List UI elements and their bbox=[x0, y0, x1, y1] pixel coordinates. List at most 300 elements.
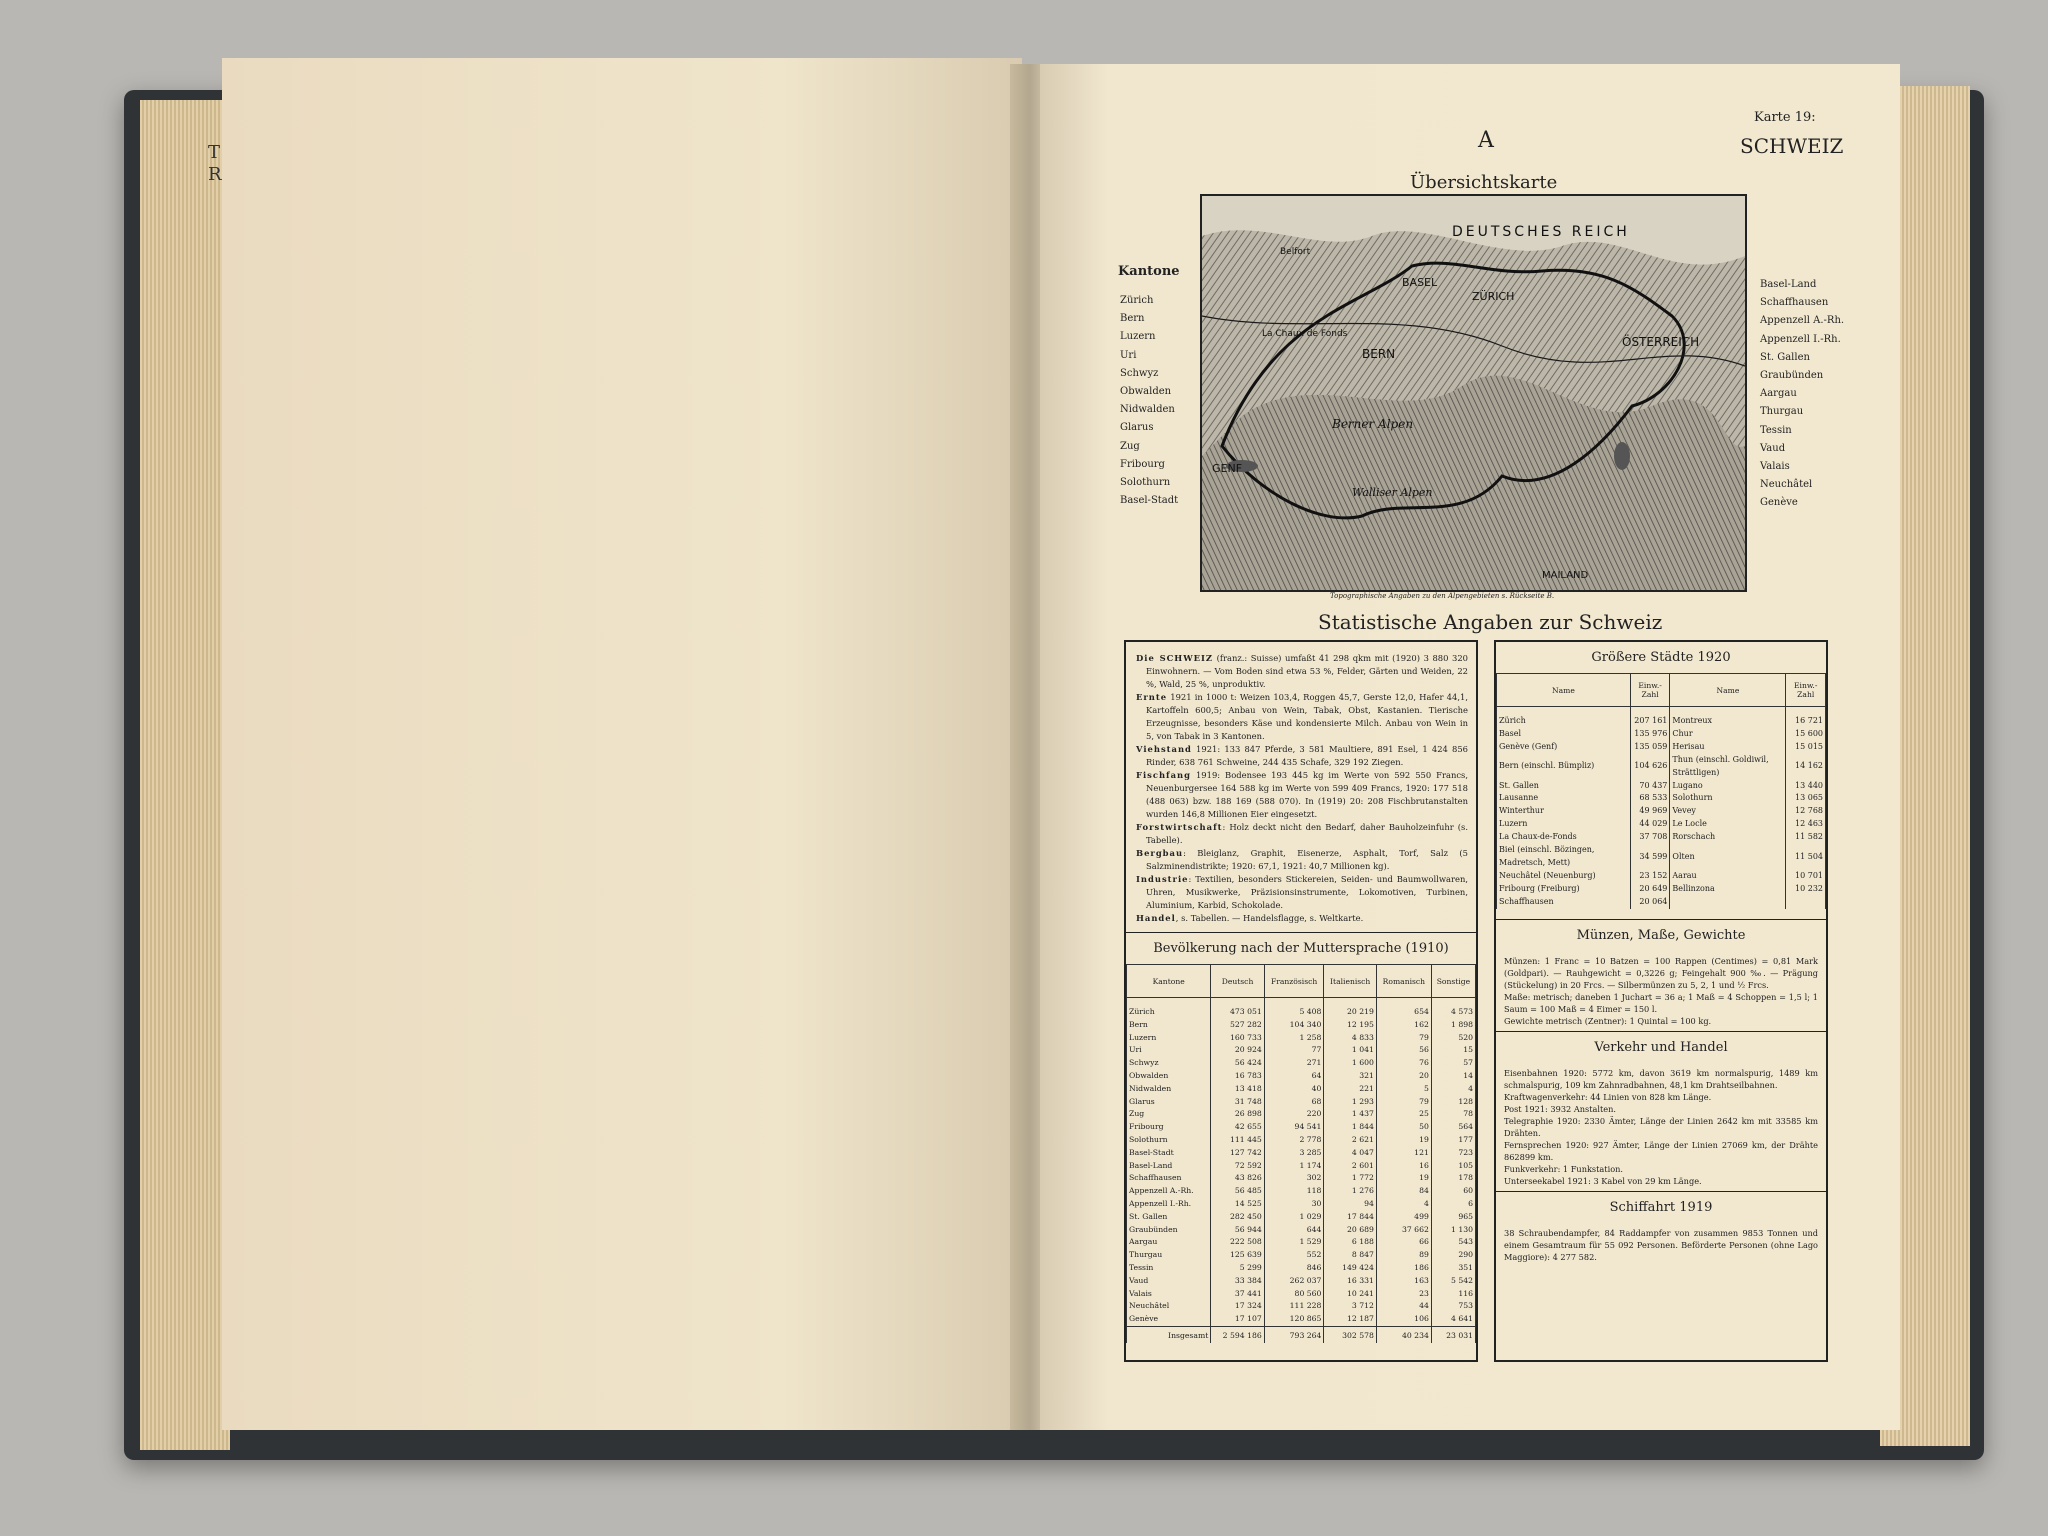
table-row bbox=[1497, 707, 1826, 728]
table-cell: 1 898 bbox=[1431, 1019, 1475, 1032]
table-cell: 70 437 bbox=[1630, 780, 1670, 793]
intro-paragraph: Fischfang 1919: Bodensee 193 445 kg im Werte von 592 550 Francs, Neuenburgersee 164 588 kg im Werte von 599 409 Francs, 1920: 177 518 (488 063) bzw. 188 169 (588 070). In (1919) 20: 208 Fischbrutanstalten wurden 146,8 Millionen Eier eingesetzt. bbox=[1136, 770, 1468, 819]
column-header: Name bbox=[1670, 674, 1786, 707]
table-row bbox=[1127, 1019, 1476, 1032]
table-cell: 1 529 bbox=[1264, 1236, 1324, 1249]
column-header: Sonstige bbox=[1431, 965, 1475, 998]
table-row bbox=[1127, 1057, 1476, 1070]
traffic-title: Verkehr und Handel bbox=[1594, 1039, 1728, 1055]
text-line: Telegraphie 1920: 2330 Ämter, Länge der Linien 2642 km mit 33585 km Drähten. bbox=[1504, 1115, 1818, 1138]
table-cell: 12 463 bbox=[1786, 818, 1826, 831]
table-cell: 221 bbox=[1324, 1083, 1376, 1096]
table-row bbox=[1497, 792, 1826, 805]
table-cell: 271 bbox=[1264, 1057, 1324, 1070]
table-row bbox=[1497, 741, 1826, 754]
table-cell: 16 783 bbox=[1211, 1070, 1264, 1083]
table-cell: Fribourg bbox=[1127, 1121, 1211, 1134]
intro-paragraph: Die SCHWEIZ (franz.: Suisse) umfaßt 41 298 qkm mit (1920) 3 880 320 Einwohnern. — Vom Boden sind etwa 53 %, Felder, Gärten und Weiden, 22 %, Wald, 25 %, unproduktiv. bbox=[1136, 653, 1468, 689]
table-cell: 37 708 bbox=[1630, 831, 1670, 844]
stats-title: Statistische Angaben zur Schweiz bbox=[1318, 610, 1663, 634]
map-label-4: BERN bbox=[1362, 347, 1396, 361]
table-cell: 25 bbox=[1376, 1108, 1431, 1121]
total-row bbox=[1127, 1326, 1476, 1342]
table-cell: 163 bbox=[1376, 1275, 1431, 1288]
table-cell: 290 bbox=[1431, 1249, 1475, 1262]
table-row bbox=[1127, 1211, 1476, 1224]
table-cell: La Chaux-de-Fonds bbox=[1497, 831, 1631, 844]
map-label-10: MAILAND bbox=[1542, 570, 1589, 581]
table-cell: 106 bbox=[1376, 1313, 1431, 1326]
kanton-item: Obwalden bbox=[1120, 386, 1172, 398]
table-cell: 654 bbox=[1376, 998, 1431, 1019]
table-cell: 104 340 bbox=[1264, 1019, 1324, 1032]
karte-label: Karte 19: bbox=[1754, 110, 1816, 125]
table-cell: 13 065 bbox=[1786, 792, 1826, 805]
table-cell: Basel-Land bbox=[1127, 1160, 1211, 1173]
table-cell: 50 bbox=[1376, 1121, 1431, 1134]
cities-table bbox=[1496, 673, 1826, 909]
kantone-title: Kantone bbox=[1118, 264, 1180, 279]
table-row bbox=[1127, 1313, 1476, 1326]
table-cell: Luzern bbox=[1497, 818, 1631, 831]
table-cell: 2 621 bbox=[1324, 1134, 1376, 1147]
shipping-text: 38 Schraubendampfer, 84 Raddampfer von zusammen 9853 Tonnen und einem Gesamtraum für 55 092 Personen. Beförderte Personen (ohne Lago Maggiore): 4 277 582. bbox=[1504, 1227, 1818, 1262]
table-cell: 1 600 bbox=[1324, 1057, 1376, 1070]
table-cell: 15 bbox=[1431, 1044, 1475, 1057]
column-header: Einw.-Zahl bbox=[1630, 674, 1670, 707]
table-cell: 207 161 bbox=[1630, 707, 1670, 728]
table-cell: Schwyz bbox=[1127, 1057, 1211, 1070]
country-heading: SCHWEIZ bbox=[1740, 134, 1844, 158]
table-row bbox=[1127, 998, 1476, 1019]
table-cell: Olten bbox=[1670, 844, 1786, 870]
kanton-item: Glarus bbox=[1120, 422, 1154, 434]
table-cell: Bern bbox=[1127, 1019, 1211, 1032]
map-label-7: GENF bbox=[1212, 462, 1243, 475]
table-cell: 351 bbox=[1431, 1262, 1475, 1275]
table-cell: 162 bbox=[1376, 1019, 1431, 1032]
table-row bbox=[1127, 1236, 1476, 1249]
table-cell: 6 bbox=[1431, 1198, 1475, 1211]
table-cell: 20 219 bbox=[1324, 998, 1376, 1019]
table-row bbox=[1497, 780, 1826, 793]
table-cell: 793 264 bbox=[1264, 1326, 1324, 1342]
kanton-item: Thurgau bbox=[1760, 406, 1804, 418]
table-cell: 15 015 bbox=[1786, 741, 1826, 754]
table-cell: 60 bbox=[1431, 1185, 1475, 1198]
table-cell: 10 232 bbox=[1786, 883, 1826, 896]
table-cell: Luzern bbox=[1127, 1032, 1211, 1045]
table-cell: 84 bbox=[1376, 1185, 1431, 1198]
table-cell: Insgesamt bbox=[1127, 1326, 1211, 1342]
table-cell: Schaffhausen bbox=[1497, 896, 1631, 909]
kanton-item: Vaud bbox=[1760, 442, 1786, 454]
table-cell: Lugano bbox=[1670, 780, 1786, 793]
intro-paragraph: Industrie: Textilien, besonders Stickereien, Seiden- und Baumwollwaren, Uhren, Musikwerke, Präzisionsinstrumente, Lokomotiven, Turbinen, Aluminium, Karbid, Schokolade. bbox=[1136, 874, 1468, 910]
table-cell: 12 195 bbox=[1324, 1019, 1376, 1032]
table-cell: 543 bbox=[1431, 1236, 1475, 1249]
table-cell: 1 174 bbox=[1264, 1160, 1324, 1173]
kanton-item: Neuchâtel bbox=[1760, 479, 1813, 491]
table-cell: 34 599 bbox=[1630, 844, 1670, 870]
table-cell: 160 733 bbox=[1211, 1032, 1264, 1045]
left-page-edges bbox=[140, 100, 230, 1450]
column-header: Romanisch bbox=[1376, 965, 1431, 998]
table-cell: 12 187 bbox=[1324, 1313, 1376, 1326]
map-label-2: BASEL bbox=[1402, 276, 1438, 289]
kanton-item: Schaffhausen bbox=[1760, 297, 1829, 309]
text-line: Gewichte metrisch (Zentner): 1 Quintal = 100 kg. bbox=[1504, 1015, 1712, 1026]
stats-left-box bbox=[1124, 640, 1478, 1362]
table-cell: 1 772 bbox=[1324, 1172, 1376, 1185]
table-cell: 31 748 bbox=[1211, 1096, 1264, 1109]
table-cell: 23 152 bbox=[1630, 870, 1670, 883]
map-label-6: ÖSTERREICH bbox=[1622, 335, 1700, 349]
table-cell: 121 bbox=[1376, 1147, 1431, 1160]
kanton-item: Zürich bbox=[1120, 295, 1154, 306]
table-cell: 37 662 bbox=[1376, 1224, 1431, 1237]
table-cell: 79 bbox=[1376, 1096, 1431, 1109]
table-cell: 56 944 bbox=[1211, 1224, 1264, 1237]
table-cell: 79 bbox=[1376, 1032, 1431, 1045]
table-cell: 149 424 bbox=[1324, 1262, 1376, 1275]
table-cell: 15 600 bbox=[1786, 728, 1826, 741]
table-cell: Schaffhausen bbox=[1127, 1172, 1211, 1185]
map-note: Topographische Angaben zu den Alpengebieten s. Rückseite B. bbox=[1330, 592, 1555, 600]
table-cell: Basel-Stadt bbox=[1127, 1147, 1211, 1160]
table-cell: 104 626 bbox=[1630, 754, 1670, 780]
table-row bbox=[1127, 1083, 1476, 1096]
table-row bbox=[1497, 728, 1826, 741]
table-cell: 116 bbox=[1431, 1288, 1475, 1301]
kanton-item: Tessin bbox=[1760, 424, 1792, 436]
table-cell: Winterthur bbox=[1497, 805, 1631, 818]
table-row bbox=[1127, 1108, 1476, 1121]
text-line: Post 1921: 3932 Anstalten. bbox=[1504, 1103, 1617, 1114]
table-cell: 44 029 bbox=[1630, 818, 1670, 831]
kanton-item: Schwyz bbox=[1120, 367, 1159, 379]
intro-paragraph: Ernte 1921 in 1000 t: Weizen 103,4, Roggen 45,7, Gerste 12,0, Hafer 44,1, Kartoffeln 600,5; Anbau von Wein, Tabak, Obst, Kastanien. Tierische Erzeugnisse, besonders Käse und kondensierte Milch. Anbau von Wein in 5, von Tabak in 3 Kantonen. bbox=[1136, 692, 1468, 741]
kanton-item: Basel-Stadt bbox=[1120, 495, 1179, 507]
table-cell bbox=[1786, 896, 1826, 909]
table-cell: 499 bbox=[1376, 1211, 1431, 1224]
table-cell: 4 641 bbox=[1431, 1313, 1475, 1326]
table-cell: 120 865 bbox=[1264, 1313, 1324, 1326]
table-cell: 2 601 bbox=[1324, 1160, 1376, 1173]
table-cell: Biel (einschl. Bözingen, Madretsch, Mett) bbox=[1497, 844, 1631, 870]
kanton-item: Bern bbox=[1120, 313, 1145, 325]
table-row bbox=[1497, 805, 1826, 818]
table-cell: Zürich bbox=[1497, 707, 1631, 728]
table-cell: Thurgau bbox=[1127, 1249, 1211, 1262]
text-line: Eisenbahnen 1920: 5772 km, davon 3619 km normalspurig, 1489 km schmalspurig, 109 km Zahnradbahnen, 48,1 km Drahtseilbahnen. bbox=[1504, 1067, 1818, 1090]
table-row bbox=[1497, 896, 1826, 909]
table-row bbox=[1497, 831, 1826, 844]
table-row bbox=[1127, 1198, 1476, 1211]
map-label-8: Berner Alpen bbox=[1332, 417, 1414, 431]
table-cell: 282 450 bbox=[1211, 1211, 1264, 1224]
table-cell: St. Gallen bbox=[1127, 1211, 1211, 1224]
table-cell: 262 037 bbox=[1264, 1275, 1324, 1288]
kantone-list-right bbox=[1760, 276, 1844, 513]
table-cell: 76 bbox=[1376, 1057, 1431, 1070]
table-cell: 16 bbox=[1376, 1160, 1431, 1173]
table-cell: Appenzell I.-Rh. bbox=[1127, 1198, 1211, 1211]
language-table-title: Bevölkerung nach der Muttersprache (1910) bbox=[1153, 941, 1449, 956]
table-cell: 4 bbox=[1431, 1083, 1475, 1096]
table-cell: Solothurn bbox=[1670, 792, 1786, 805]
table-cell: Vaud bbox=[1127, 1275, 1211, 1288]
table-cell: 8 847 bbox=[1324, 1249, 1376, 1262]
table-cell: 552 bbox=[1264, 1249, 1324, 1262]
table-cell: Zürich bbox=[1127, 998, 1211, 1019]
table-cell: 42 655 bbox=[1211, 1121, 1264, 1134]
text-line: Kraftwagenverkehr: 44 Linien von 828 km Länge. bbox=[1504, 1091, 1712, 1102]
table-cell bbox=[1670, 896, 1786, 909]
column-header: Französisch bbox=[1264, 965, 1324, 998]
table-cell: Solothurn bbox=[1127, 1134, 1211, 1147]
table-row bbox=[1497, 754, 1826, 780]
table-cell: 89 bbox=[1376, 1249, 1431, 1262]
table-cell: 1 130 bbox=[1431, 1224, 1475, 1237]
table-cell: 4 bbox=[1376, 1198, 1431, 1211]
text-line: Maße: metrisch; daneben 1 Juchart = 36 a; 1 Maß = 4 Schoppen = 1,5 l; 1 Saum = 100 Maß = 4 Eimer = 150 l. bbox=[1504, 991, 1818, 1014]
table-cell: 11 504 bbox=[1786, 844, 1826, 870]
table-cell: 10 701 bbox=[1786, 870, 1826, 883]
table-cell: 17 324 bbox=[1211, 1300, 1264, 1313]
table-cell: 5 542 bbox=[1431, 1275, 1475, 1288]
kanton-item: Luzern bbox=[1120, 331, 1156, 343]
table-cell: 64 bbox=[1264, 1070, 1324, 1083]
table-cell: 23 031 bbox=[1431, 1326, 1475, 1342]
table-cell: 135 059 bbox=[1630, 741, 1670, 754]
table-row bbox=[1127, 1262, 1476, 1275]
language-table bbox=[1126, 964, 1476, 1343]
table-cell: 527 282 bbox=[1211, 1019, 1264, 1032]
table-cell: Rorschach bbox=[1670, 831, 1786, 844]
kanton-item: Fribourg bbox=[1120, 458, 1165, 470]
map-letter: A bbox=[1478, 128, 1494, 153]
table-cell: 644 bbox=[1264, 1224, 1324, 1237]
table-row bbox=[1497, 818, 1826, 831]
table-cell: 40 234 bbox=[1376, 1326, 1431, 1342]
table-cell: 72 592 bbox=[1211, 1160, 1264, 1173]
table-cell: 40 bbox=[1264, 1083, 1324, 1096]
table-row bbox=[1127, 1121, 1476, 1134]
kanton-item: Zug bbox=[1120, 440, 1140, 452]
coins-title: Münzen, Maße, Gewichte bbox=[1576, 927, 1746, 943]
table-cell: 16 721 bbox=[1786, 707, 1826, 728]
table-cell: 11 582 bbox=[1786, 831, 1826, 844]
table-cell: Nidwalden bbox=[1127, 1083, 1211, 1096]
table-cell: 68 bbox=[1264, 1096, 1324, 1109]
table-cell: Montreux bbox=[1670, 707, 1786, 728]
table-cell: 20 bbox=[1376, 1070, 1431, 1083]
table-cell: 4 047 bbox=[1324, 1147, 1376, 1160]
text-line: Fernsprechen 1920: 927 Ämter, Länge der Linien 27069 km, der Drähte 862899 km. bbox=[1504, 1139, 1818, 1162]
table-cell: Lausanne bbox=[1497, 792, 1631, 805]
margin-fragment: T R bbox=[208, 142, 222, 185]
map-label-0: DEUTSCHES REICH bbox=[1452, 224, 1630, 240]
table-cell: Neuchâtel (Neuenburg) bbox=[1497, 870, 1631, 883]
cities-title: Größere Städte 1920 bbox=[1591, 650, 1731, 665]
table-cell: 6 188 bbox=[1324, 1236, 1376, 1249]
map-label-1: ZÜRICH bbox=[1472, 290, 1515, 303]
table-cell: 965 bbox=[1431, 1211, 1475, 1224]
intro-paragraph: Handel, s. Tabellen. — Handelsflagge, s. Weltkarte. bbox=[1136, 913, 1364, 923]
table-row bbox=[1127, 1224, 1476, 1237]
table-cell: 66 bbox=[1376, 1236, 1431, 1249]
table-row bbox=[1127, 1275, 1476, 1288]
table-cell: 127 742 bbox=[1211, 1147, 1264, 1160]
kanton-item: Graubünden bbox=[1760, 370, 1824, 382]
map-graphic bbox=[1202, 196, 1745, 590]
table-cell: 128 bbox=[1431, 1096, 1475, 1109]
table-cell: 5 299 bbox=[1211, 1262, 1264, 1275]
left-page-blank bbox=[222, 58, 1022, 1430]
table-row bbox=[1127, 1249, 1476, 1262]
kanton-item: Appenzell I.-Rh. bbox=[1760, 333, 1841, 345]
table-cell: 77 bbox=[1264, 1044, 1324, 1057]
table-cell: 753 bbox=[1431, 1300, 1475, 1313]
table-cell: 846 bbox=[1264, 1262, 1324, 1275]
table-cell: Uri bbox=[1127, 1044, 1211, 1057]
map-label-9: Walliser Alpen bbox=[1352, 486, 1433, 499]
table-cell: 57 bbox=[1431, 1057, 1475, 1070]
table-cell: 78 bbox=[1431, 1108, 1475, 1121]
table-cell: 17 107 bbox=[1211, 1313, 1264, 1326]
table-cell: Graubünden bbox=[1127, 1224, 1211, 1237]
table-cell: Tessin bbox=[1127, 1262, 1211, 1275]
table-cell: 68 533 bbox=[1630, 792, 1670, 805]
table-cell: 37 441 bbox=[1211, 1288, 1264, 1301]
table-cell: 19 bbox=[1376, 1134, 1431, 1147]
table-row bbox=[1127, 1044, 1476, 1057]
table-cell: 80 560 bbox=[1264, 1288, 1324, 1301]
table-cell: 118 bbox=[1264, 1185, 1324, 1198]
table-cell: 20 064 bbox=[1630, 896, 1670, 909]
table-cell: 1 293 bbox=[1324, 1096, 1376, 1109]
table-cell: 17 844 bbox=[1324, 1211, 1376, 1224]
table-cell: Zug bbox=[1127, 1108, 1211, 1121]
table-cell: 56 424 bbox=[1211, 1057, 1264, 1070]
table-cell: Le Locle bbox=[1670, 818, 1786, 831]
intro-paragraph: Forstwirtschaft: Holz deckt nicht den Bedarf, daher Bauholzeinfuhr (s. Tabelle). bbox=[1136, 822, 1468, 845]
table-cell: 220 bbox=[1264, 1108, 1324, 1121]
column-header: Einw.-Zahl bbox=[1786, 674, 1826, 707]
table-cell: 178 bbox=[1431, 1172, 1475, 1185]
table-cell: 20 689 bbox=[1324, 1224, 1376, 1237]
table-cell: 4 833 bbox=[1324, 1032, 1376, 1045]
table-cell: Appenzell A.-Rh. bbox=[1127, 1185, 1211, 1198]
kanton-item: Solothurn bbox=[1120, 477, 1171, 489]
table-cell: 20 924 bbox=[1211, 1044, 1264, 1057]
table-cell: 56 bbox=[1376, 1044, 1431, 1057]
table-cell: Aargau bbox=[1127, 1236, 1211, 1249]
table-cell: 56 485 bbox=[1211, 1185, 1264, 1198]
table-cell: 1 437 bbox=[1324, 1108, 1376, 1121]
table-cell: 5 408 bbox=[1264, 998, 1324, 1019]
table-cell: 1 844 bbox=[1324, 1121, 1376, 1134]
table-cell: 3 712 bbox=[1324, 1300, 1376, 1313]
table-cell: 302 bbox=[1264, 1172, 1324, 1185]
table-cell: 26 898 bbox=[1211, 1108, 1264, 1121]
table-cell: 14 162 bbox=[1786, 754, 1826, 780]
kanton-item: St. Gallen bbox=[1760, 351, 1810, 363]
table-cell: 13 440 bbox=[1786, 780, 1826, 793]
table-cell: Herisau bbox=[1670, 741, 1786, 754]
table-cell: Neuchâtel bbox=[1127, 1300, 1211, 1313]
table-cell: Bern (einschl. Bümpliz) bbox=[1497, 754, 1631, 780]
table-row bbox=[1127, 1288, 1476, 1301]
text-line: Münzen: 1 Franc = 10 Batzen = 100 Rappen (Centimes) = 0,81 Mark (Goldpari). — Rauhgewicht = 0,3226 g; Feingehalt 900 ‰. — Prägung (Stückelung) in 20 Frcs. — Silbermünzen zu 5, 2, 1 und ½ Frcs. bbox=[1504, 955, 1818, 990]
table-row bbox=[1127, 1172, 1476, 1185]
table-cell: 1 041 bbox=[1324, 1044, 1376, 1057]
column-header: Kantone bbox=[1127, 965, 1211, 998]
table-cell: 564 bbox=[1431, 1121, 1475, 1134]
table-cell: 111 228 bbox=[1264, 1300, 1324, 1313]
coins-text bbox=[1496, 951, 1826, 1031]
kanton-item: Nidwalden bbox=[1120, 404, 1175, 416]
kanton-item: Appenzell A.-Rh. bbox=[1760, 315, 1845, 327]
table-cell: 14 bbox=[1431, 1070, 1475, 1083]
kantone-list-left bbox=[1120, 292, 1178, 510]
kanton-item: Uri bbox=[1120, 349, 1137, 361]
table-cell: Fribourg (Freiburg) bbox=[1497, 883, 1631, 896]
table-row bbox=[1127, 1096, 1476, 1109]
table-cell: Valais bbox=[1127, 1288, 1211, 1301]
column-header: Deutsch bbox=[1211, 965, 1264, 998]
intro-paragraph: Viehstand 1921: 133 847 Pferde, 3 581 Maultiere, 891 Esel, 1 424 856 Rinder, 638 761 Schweine, 244 435 Schafe, 329 192 Ziegen. bbox=[1136, 744, 1468, 767]
table-cell: St. Gallen bbox=[1497, 780, 1631, 793]
table-cell: 12 768 bbox=[1786, 805, 1826, 818]
table-row bbox=[1127, 1134, 1476, 1147]
kanton-item: Aargau bbox=[1760, 388, 1797, 400]
stats-right-box bbox=[1494, 640, 1828, 1362]
table-cell: 177 bbox=[1431, 1134, 1475, 1147]
stats-intro bbox=[1126, 642, 1476, 932]
shipping-title: Schiffahrt 1919 bbox=[1609, 1199, 1713, 1215]
table-cell: Vevey bbox=[1670, 805, 1786, 818]
table-cell: 13 418 bbox=[1211, 1083, 1264, 1096]
table-cell: 302 578 bbox=[1324, 1326, 1376, 1342]
table-row bbox=[1497, 870, 1826, 883]
intro-paragraph: Bergbau: Bleiglanz, Graphit, Eisenerze, Asphalt, Torf, Salz (5 Salzminendistrikte; 1920: 67,1, 1921: 40,7 Millionen kg). bbox=[1136, 848, 1468, 871]
table-cell: 186 bbox=[1376, 1262, 1431, 1275]
table-cell: Thun (einschl. Goldiwil, Strättligen) bbox=[1670, 754, 1786, 780]
overview-map bbox=[1200, 194, 1747, 592]
table-cell: 3 285 bbox=[1264, 1147, 1324, 1160]
table-cell: 23 bbox=[1376, 1288, 1431, 1301]
table-cell: 49 969 bbox=[1630, 805, 1670, 818]
text-line: Funkverkehr: 1 Funkstation. bbox=[1504, 1163, 1624, 1174]
table-cell: 20 649 bbox=[1630, 883, 1670, 896]
table-cell: Obwalden bbox=[1127, 1070, 1211, 1083]
overview-title: Übersichtskarte bbox=[1410, 172, 1558, 193]
table-cell: 94 541 bbox=[1264, 1121, 1324, 1134]
table-cell: 94 bbox=[1324, 1198, 1376, 1211]
table-cell: Genève (Genf) bbox=[1497, 741, 1631, 754]
table-cell: 16 331 bbox=[1324, 1275, 1376, 1288]
table-cell: 1 258 bbox=[1264, 1032, 1324, 1045]
table-row bbox=[1127, 1300, 1476, 1313]
table-cell: 30 bbox=[1264, 1198, 1324, 1211]
kanton-item: Valais bbox=[1760, 461, 1790, 473]
table-row bbox=[1127, 1147, 1476, 1160]
table-cell: 1 276 bbox=[1324, 1185, 1376, 1198]
table-cell: 111 445 bbox=[1211, 1134, 1264, 1147]
table-cell: 44 bbox=[1376, 1300, 1431, 1313]
